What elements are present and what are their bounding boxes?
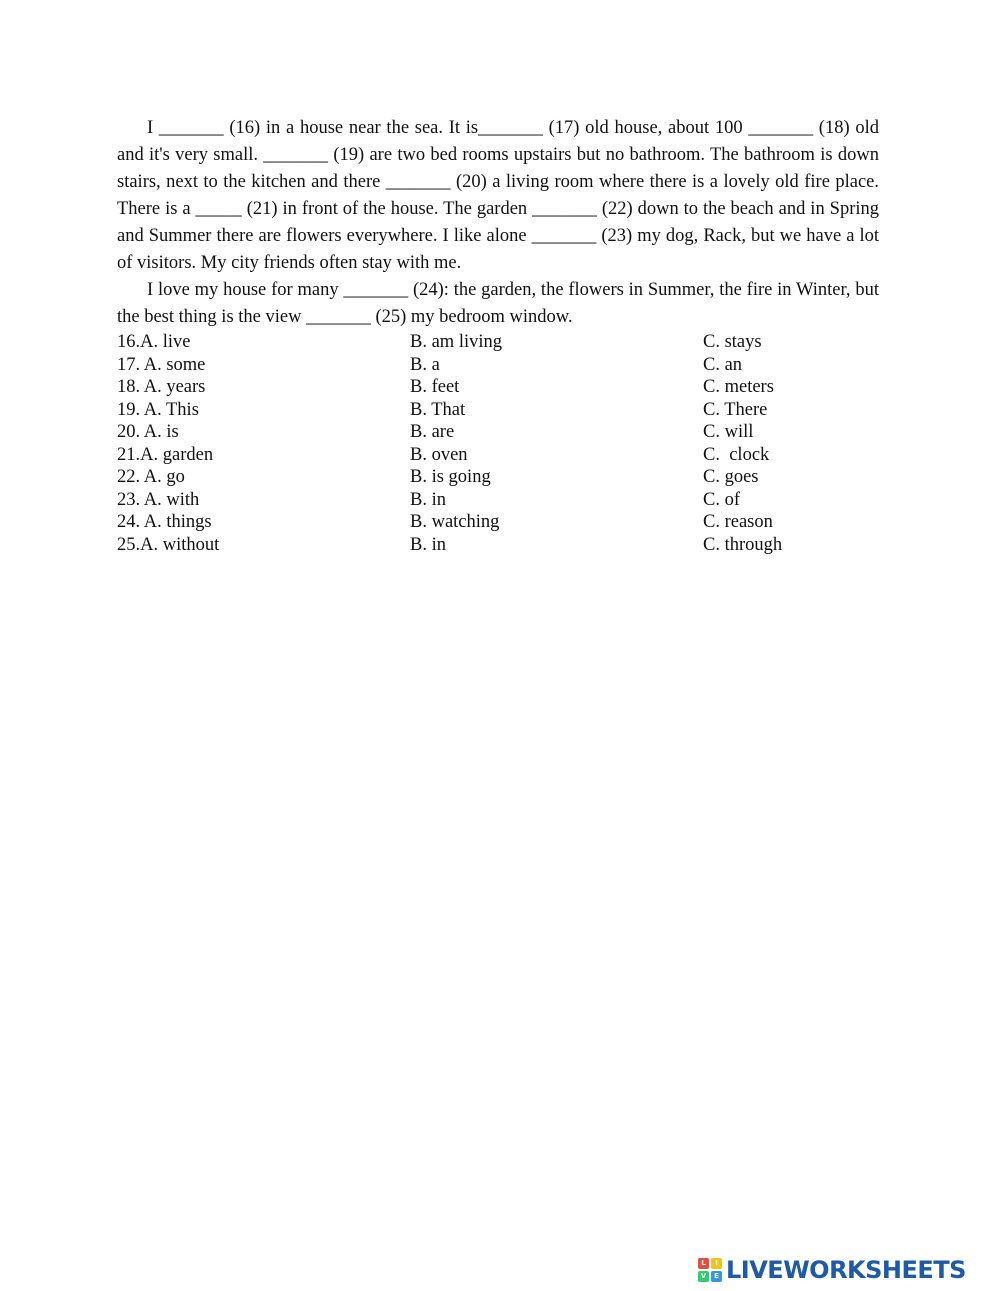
liveworksheets-logo-icon <box>698 1258 722 1282</box>
option-b[interactable]: B. That <box>410 399 466 420</box>
option-a[interactable]: 21.A. garden <box>117 444 214 465</box>
option-c[interactable]: C. goes <box>703 467 759 487</box>
passage-paragraph-1: I _______ (16) in a house near the sea. It is_______ (17) old house, about 100 _______ (18) old and it's very small. _______ (19) are two bed rooms upstairs but no bathroom. The bathroom is down stairs, next to the kitchen and there _______ (20) a living room where there is a lovely old fire place. There is a _____ (21) in front of the house. The garden _______ (22) down to the beach and in Spring and Summer there are flowers everywhere. I like alone _______ (23) my dog, Rack, but we have a lot of visitors. My city friends often stay with me. <box>117 118 879 273</box>
option-a[interactable]: 25.A. without <box>117 534 220 555</box>
option-a[interactable]: 17. A. some <box>117 354 206 375</box>
option-b[interactable]: B. watching <box>410 512 500 532</box>
question-row-17 <box>117 354 879 377</box>
question-row-19 <box>117 399 879 422</box>
option-a[interactable]: 18. A. years <box>117 377 206 397</box>
option-c[interactable]: C. an <box>703 354 743 375</box>
option-b[interactable]: B. feet <box>410 377 460 397</box>
option-b[interactable]: B. in <box>410 534 446 555</box>
question-row-25 <box>117 534 879 557</box>
option-c[interactable]: C. reason <box>703 512 773 532</box>
option-a[interactable]: 23. A. with <box>117 489 200 510</box>
option-b[interactable]: B. in <box>410 489 446 510</box>
option-c[interactable]: C. of <box>703 489 740 510</box>
question-row-22 <box>117 466 879 489</box>
option-b[interactable]: B. am living <box>410 332 502 352</box>
logo-tile-l: L <box>698 1258 709 1269</box>
logo-tile-e: E <box>711 1271 722 1282</box>
question-row-21 <box>117 444 879 467</box>
option-a[interactable]: 16.A. live <box>117 332 191 352</box>
option-b[interactable]: B. oven <box>410 444 468 465</box>
question-row-24 <box>117 511 879 534</box>
answer-options <box>117 331 879 556</box>
option-b[interactable]: B. a <box>410 354 440 375</box>
option-a[interactable]: 19. A. This <box>117 399 199 420</box>
logo-tile-i: I <box>711 1258 722 1269</box>
question-row-20 <box>117 421 879 444</box>
logo-text: LIVEWORKSHEETS <box>726 1256 966 1284</box>
worksheet <box>117 115 879 556</box>
question-row-23 <box>117 489 879 512</box>
option-b[interactable]: B. are <box>410 422 455 442</box>
option-c[interactable]: C. There <box>703 399 768 420</box>
option-b[interactable]: B. is going <box>410 467 491 487</box>
option-a[interactable]: 20. A. is <box>117 422 179 442</box>
option-c[interactable]: C. through <box>703 534 783 555</box>
option-a[interactable]: 22. A. go <box>117 467 185 487</box>
option-c[interactable]: C. will <box>703 422 754 442</box>
passage-paragraph-2: I love my house for many _______ (24): the garden, the flowers in Summer, the fire in Winter, but the best thing is the view _______ (25) my bedroom window. <box>117 280 879 327</box>
question-row-16 <box>117 331 879 354</box>
option-c[interactable]: C. meters <box>703 377 774 397</box>
liveworksheets-logo[interactable] <box>698 1256 966 1284</box>
option-c[interactable]: C. stays <box>703 332 762 352</box>
option-c[interactable]: C. clock <box>703 444 770 465</box>
logo-tile-v: V <box>698 1271 709 1282</box>
option-a[interactable]: 24. A. things <box>117 512 212 532</box>
question-row-18 <box>117 376 879 399</box>
